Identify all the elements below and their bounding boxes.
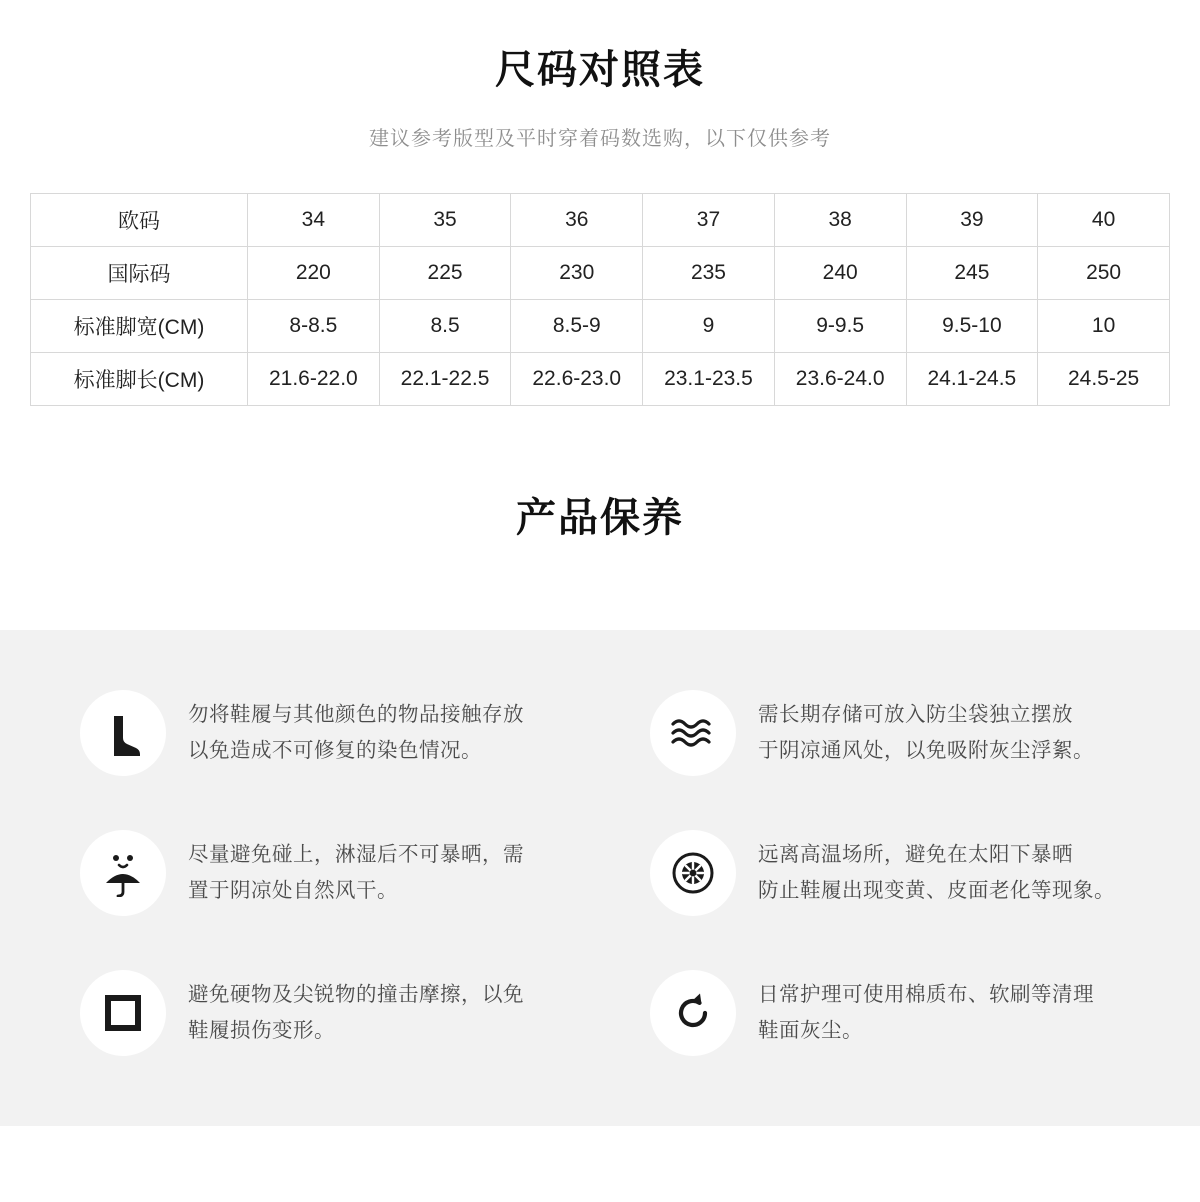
product-care-panel — [0, 630, 1200, 1126]
table-row — [31, 194, 1170, 247]
care-item-avoid-wet — [40, 830, 590, 916]
cell-foot-length-4: 23.1-23.5 — [643, 353, 775, 406]
care-line-2: 鞋履损伤变形。 — [188, 1019, 335, 1042]
cell-foot-width-2: 8.5 — [379, 300, 511, 353]
cell-eu-size-36: 36 — [511, 194, 643, 247]
cell-foot-length-6: 24.1-24.5 — [906, 353, 1038, 406]
care-item-text — [758, 837, 1115, 909]
cell-eu-size-38: 38 — [774, 194, 906, 247]
care-item-text — [188, 697, 524, 769]
size-chart-section — [0, 0, 1200, 406]
refresh-clean-icon — [650, 970, 736, 1056]
cell-eu-size-37: 37 — [643, 194, 775, 247]
cell-foot-width-3: 8.5-9 — [511, 300, 643, 353]
care-line-2: 于阴凉通风处，以免吸附灰尘浮絮。 — [758, 739, 1094, 762]
size-chart-table — [30, 193, 1170, 406]
cell-foot-width-4: 9 — [643, 300, 775, 353]
waves-icon — [650, 690, 736, 776]
table-row — [31, 247, 1170, 300]
care-item-daily-clean — [610, 970, 1160, 1056]
cell-intl-size-7: 250 — [1038, 247, 1170, 300]
cell-eu-size-34: 34 — [248, 194, 380, 247]
cell-foot-width-1: 8-8.5 — [248, 300, 380, 353]
product-care-section — [0, 406, 1200, 1126]
care-item-text — [188, 977, 524, 1049]
cell-foot-length-2: 22.1-22.5 — [379, 353, 511, 406]
care-item-dust-bag — [610, 690, 1160, 776]
care-line-2: 以免造成不可修复的染色情况。 — [188, 739, 482, 762]
cell-intl-size-1: 220 — [248, 247, 380, 300]
cell-foot-length-7: 24.5-25 — [1038, 353, 1170, 406]
care-item-text — [188, 837, 524, 909]
table-row — [31, 300, 1170, 353]
cell-intl-size-3: 230 — [511, 247, 643, 300]
row-header-foot-length: 标准脚长(CM) — [31, 353, 248, 406]
care-line-1: 日常护理可使用棉质布、软刷等清理 — [758, 983, 1094, 1007]
care-item-storage-color — [40, 690, 590, 776]
care-line-2: 置于阴凉处自然风干。 — [188, 879, 398, 902]
care-item-text — [758, 977, 1094, 1049]
table-row — [31, 353, 1170, 406]
cell-intl-size-2: 225 — [379, 247, 511, 300]
rain-boot-icon — [80, 690, 166, 776]
row-header-intl-size: 国际码 — [31, 247, 248, 300]
cell-eu-size-39: 39 — [906, 194, 1038, 247]
care-line-1: 尽量避免碰上，淋湿后不可暴晒，需 — [188, 843, 524, 867]
product-care-title: 产品保养 — [516, 496, 684, 540]
cell-intl-size-4: 235 — [643, 247, 775, 300]
umbrella-rain-icon — [80, 830, 166, 916]
cell-foot-length-1: 21.6-22.0 — [248, 353, 380, 406]
care-item-avoid-heat — [610, 830, 1160, 916]
cell-foot-width-7: 10 — [1038, 300, 1170, 353]
cell-foot-length-3: 22.6-23.0 — [511, 353, 643, 406]
cell-foot-width-6: 9.5-10 — [906, 300, 1038, 353]
sun-no-exposure-icon — [650, 830, 736, 916]
care-line-1: 避免硬物及尖锐物的撞击摩擦，以免 — [188, 983, 524, 1007]
cell-intl-size-5: 240 — [774, 247, 906, 300]
cell-eu-size-35: 35 — [379, 194, 511, 247]
cell-foot-length-5: 23.6-24.0 — [774, 353, 906, 406]
cell-eu-size-40: 40 — [1038, 194, 1170, 247]
size-chart-title: 尺码对照表 — [495, 48, 705, 92]
cell-foot-width-5: 9-9.5 — [774, 300, 906, 353]
care-line-1: 需长期存储可放入防尘袋独立摆放 — [758, 703, 1073, 727]
square-impact-icon — [80, 970, 166, 1056]
row-header-foot-width: 标准脚宽(CM) — [31, 300, 248, 353]
care-line-1: 远离高温场所，避免在太阳下暴晒 — [758, 843, 1073, 867]
product-care-grid — [40, 690, 1160, 1056]
care-item-avoid-impact — [40, 970, 590, 1056]
care-line-1: 勿将鞋履与其他颜色的物品接触存放 — [188, 703, 524, 727]
care-line-2: 鞋面灰尘。 — [758, 1019, 863, 1042]
row-header-eu-size: 欧码 — [31, 194, 248, 247]
size-chart-subtitle: 建议参考版型及平时穿着码数选购，以下仅供参考 — [369, 128, 831, 150]
care-item-text — [758, 697, 1094, 769]
cell-intl-size-6: 245 — [906, 247, 1038, 300]
care-line-2: 防止鞋履出现变黄、皮面老化等现象。 — [758, 879, 1115, 902]
